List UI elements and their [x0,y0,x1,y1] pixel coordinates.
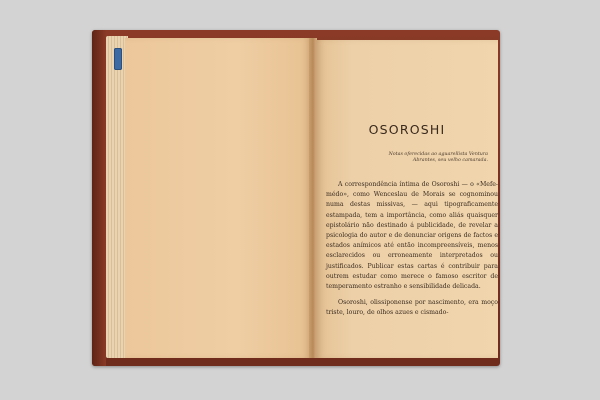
body-text [326,180,498,325]
paragraph: Osoroshi, olissiponense por nascimento, era moço triste, louro, de olhos azues e cismado- [326,299,498,317]
bookmark-tab [114,48,122,70]
dedication-text: Notas oferecidas ao aguarellista Ventura Abrantes, seu velho camarada. [388,152,488,164]
paragraph: A correspondência íntima de Osoroshi — o «Mefe-médo», como Wenceslau de Morais se cognominou numa destas missivas, — aqui tipograficamente estampada, tem a importância, como aliás quaisquer epistolário não destinado á publicidade, de revelar a psicologia do autor e de denunciar origens de factos e estados anímicos até então incompreensíveis, menos esclarecidos ou erroneamente interpretados ou justificados. Publicar estas cartas é contribuir para outrem estudar como merece o famoso escritor de temperamento estranho e sensibilidade delicada. [326,181,498,291]
left-blank-page [125,38,311,358]
right-text-page [316,40,498,358]
cover-spine-edge [92,30,106,366]
book-title: OSOROSHI [368,122,446,137]
